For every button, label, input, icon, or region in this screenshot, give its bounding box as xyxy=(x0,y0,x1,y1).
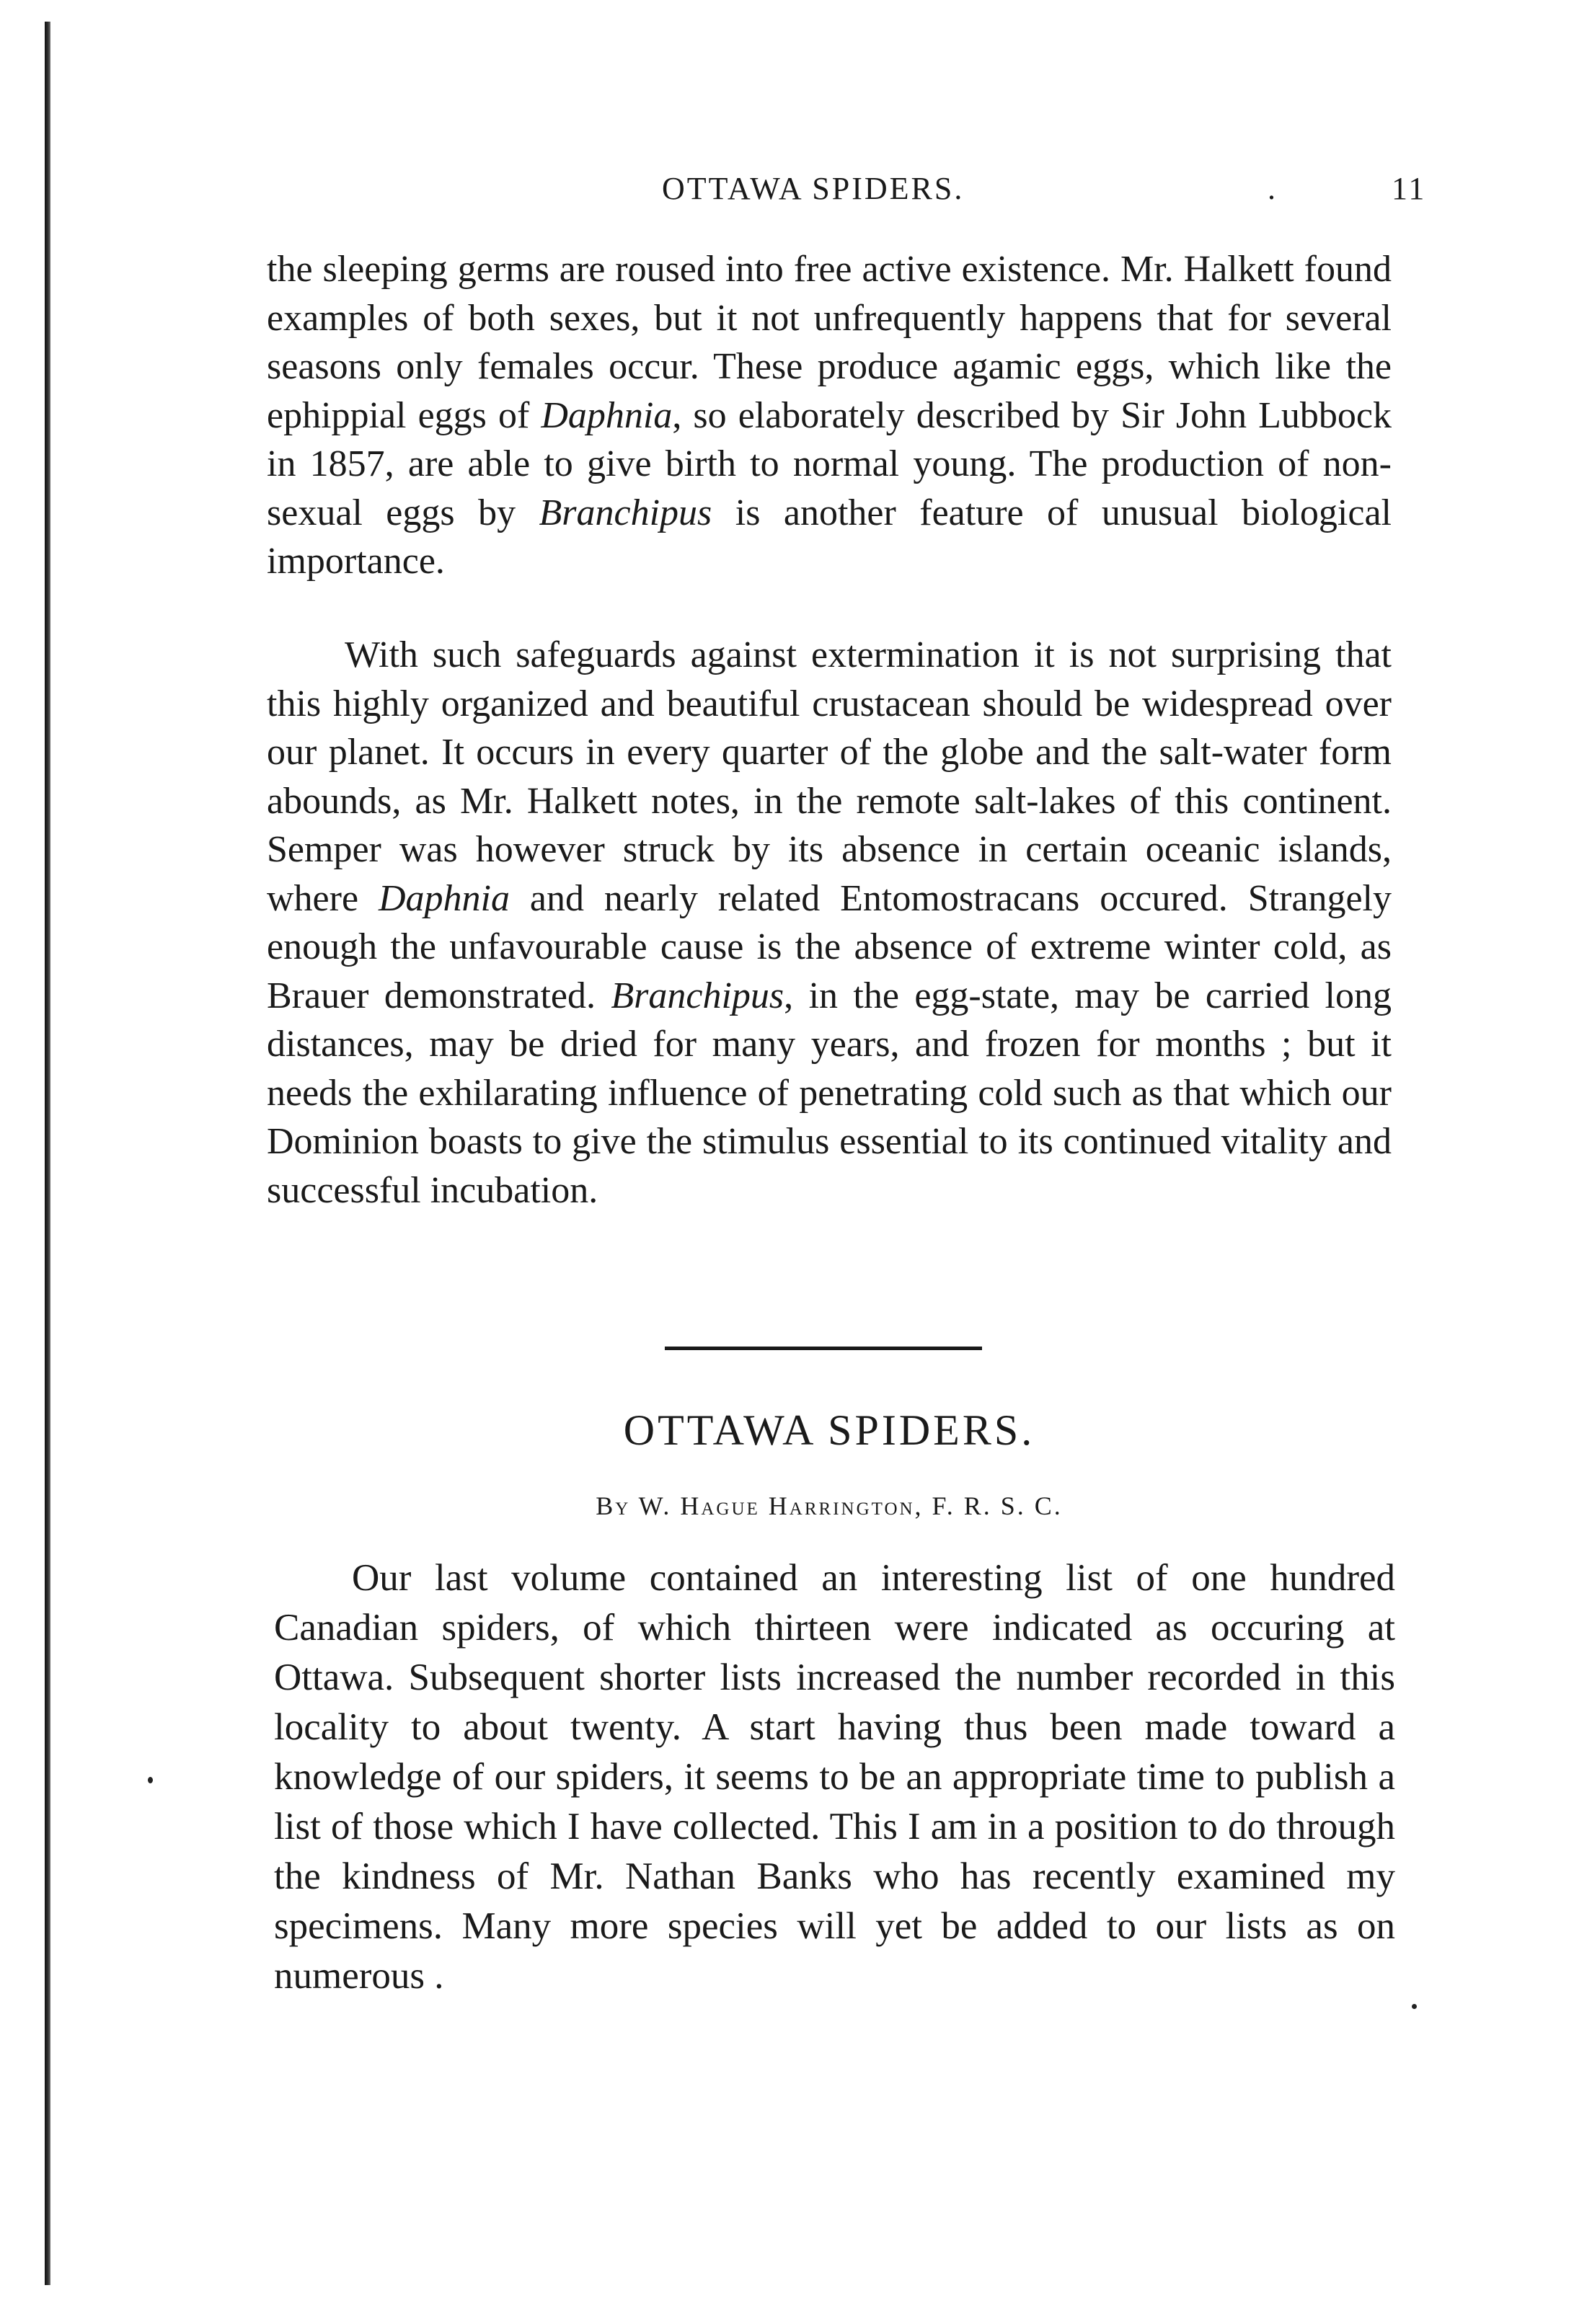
running-title: OTTAWA SPIDERS. xyxy=(662,171,965,206)
header-dot: . xyxy=(1268,171,1278,206)
article-title: OTTAWA SPIDERS. xyxy=(623,1406,1035,1454)
italic-branchipus: Branchipus xyxy=(539,492,712,533)
italic-branchipus: Branchipus xyxy=(611,975,784,1016)
paragraph-2: With such safeguards against extermination it is not surprising that this highly organized and beautiful crustacean should be widespread over our planet. It occurs in every quarter of the globe and the salt-water form abounds, as Mr. Halkett notes, in the remote salt-lakes of this continent. Semper was however struck by its absence in certain oceanic islands, where Daphnia and nearly related Entomostracans occured. Strangely enough the unfavourable cause is the absence of extreme winter cold, as Brauer demonstrated. Branchipus, in the egg-state, may be carried long distances, may be dried for many years, and frozen for months ; but it needs the exhilarating influence of penetrating cold such as that which our Dominion boasts to give the stimulus essential to its continued vitality and successful incubation. xyxy=(267,634,1392,1211)
article-paragraph: Our last volume contained an interesting list of one hundred Canadian spiders, of which thirteen were indicated as occuring at Ottawa. Subsequent shorter lists increased the number recorded in this locality to about twenty. A start having thus been made toward a knowledge of our spiders, it seems to be an appropriate time to publish a list of those which I have collected. This I am in a position to do through the kindness of Mr. Nathan Banks who has recently examined my specimens. Many more species will yet be added to our lists as on numerous . xyxy=(274,1557,1395,1997)
binding-edge xyxy=(45,22,50,2285)
italic-daphnia: Daphnia xyxy=(378,877,510,919)
byline: By W. Hague Harrington, F. R. S. C. xyxy=(596,1491,1063,1520)
ink-speck xyxy=(148,1777,153,1783)
italic-daphnia: Daphnia xyxy=(541,394,673,436)
running-head xyxy=(267,170,1427,213)
section-divider xyxy=(665,1347,982,1350)
ink-speck xyxy=(1412,2004,1417,2009)
paragraph-1: the sleeping germs are roused into free active existence. Mr. Halkett found examples of both sexes, but it not unfrequently happens that for several seasons only females occur. These produce agamic eggs, which like the ephippial eggs of Daphnia, so elaborately described by Sir John Lubbock in 1857, are able to give birth to normal young. The production of non-sexual eggs by Branchipus is another feature of unusual biological importance. xyxy=(267,249,1392,582)
page-number: 11 xyxy=(1392,171,1427,206)
